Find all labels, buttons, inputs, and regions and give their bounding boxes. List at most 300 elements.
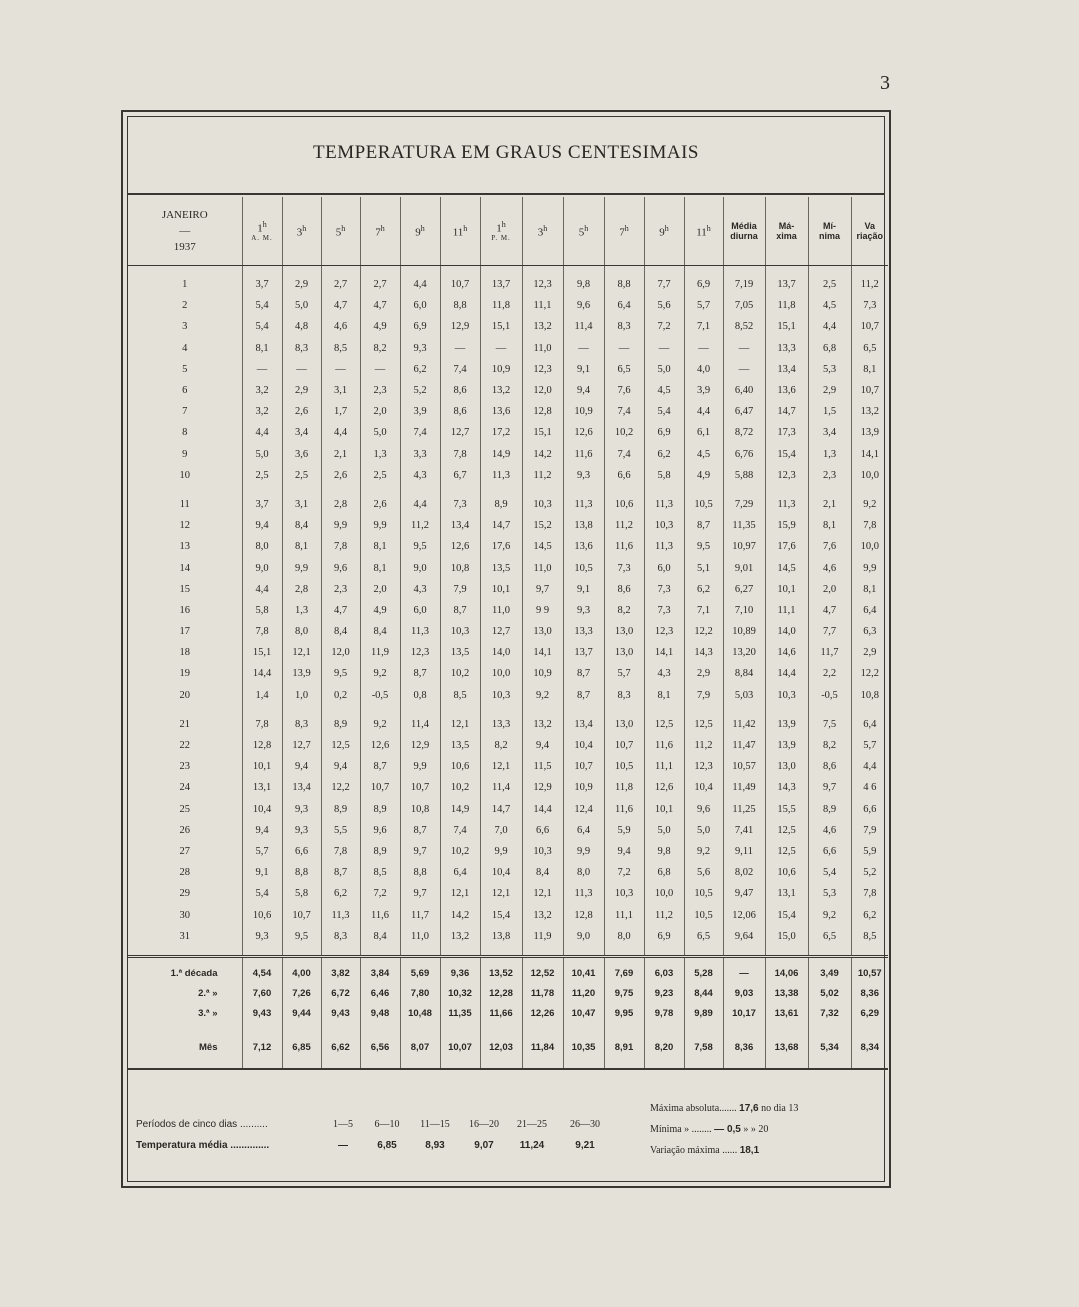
value-cell: 0,8 [400, 685, 440, 706]
value-cell: 17,2 [480, 422, 522, 443]
value-cell: 8,5 [360, 862, 400, 883]
value-cell: 13,9 [851, 422, 888, 443]
value-cell: 14,9 [440, 799, 480, 820]
value-cell: 14,7 [480, 799, 522, 820]
value-cell: 12,5 [765, 841, 808, 862]
summary-value: 8,07 [400, 1024, 440, 1069]
hour-header [282, 197, 321, 266]
value-cell: 11,1 [644, 756, 684, 777]
value-cell: 8,9 [480, 486, 522, 515]
value-cell: 13,7 [563, 642, 604, 663]
value-cell: 5,4 [242, 295, 282, 316]
day-cell: 25 [179, 803, 190, 815]
value-cell: 17,3 [765, 422, 808, 443]
day-cell: 7 [182, 406, 188, 418]
value-cell: 9,3 [400, 338, 440, 359]
value-cell: 13,5 [440, 642, 480, 663]
value-cell: 11,6 [604, 536, 644, 557]
value-cell: 10,6 [440, 756, 480, 777]
value-cell: 6,9 [644, 422, 684, 443]
hour-label: 7 [619, 226, 625, 239]
summary-value: 9,43 [321, 1004, 360, 1024]
value-cell: 11,6 [604, 799, 644, 820]
value-cell: 5,4 [808, 862, 851, 883]
value-cell: 12,06 [723, 904, 765, 925]
value-cell: 10,0 [644, 883, 684, 904]
max-absolute-value: 17,6 [739, 1103, 759, 1114]
value-cell: 4,6 [808, 557, 851, 578]
value-cell: 3,9 [400, 401, 440, 422]
table-row [128, 295, 888, 316]
value-cell: 11,3 [765, 486, 808, 515]
value-cell: 9,6 [684, 799, 723, 820]
value-cell: 9,4 [242, 820, 282, 841]
value-cell: 4,7 [360, 295, 400, 316]
summary-value: 7,60 [242, 984, 282, 1004]
hour-header [360, 197, 400, 266]
page-number: 3 [880, 72, 890, 94]
hour-label: 3 [296, 226, 303, 239]
value-cell: 8,4 [522, 862, 563, 883]
header-maxima [765, 197, 808, 266]
value-cell: 11,42 [723, 706, 765, 735]
value-cell: 12,9 [522, 777, 563, 798]
max-absolute [650, 1103, 798, 1114]
value-cell: 17,6 [765, 536, 808, 557]
value-cell: 9,4 [563, 380, 604, 401]
day-cell: 18 [179, 647, 190, 659]
value-cell: 7,1 [684, 316, 723, 337]
value-cell: 9,3 [563, 600, 604, 621]
value-cell: 5,0 [644, 820, 684, 841]
year-label: 1937 [173, 241, 196, 253]
value-cell: 6,5 [604, 359, 644, 380]
hour-label: 11 [452, 226, 464, 239]
value-cell: 13,0 [765, 756, 808, 777]
value-cell: 9,2 [851, 486, 888, 515]
value-cell: 12,6 [360, 735, 400, 756]
table-row [128, 777, 888, 798]
summary-row [128, 1004, 888, 1024]
summary-row [128, 984, 888, 1004]
value-cell: 11,2 [684, 735, 723, 756]
value-cell: 11,3 [644, 486, 684, 515]
value-cell: — [604, 338, 644, 359]
value-cell: 12,3 [400, 642, 440, 663]
summary-value: 9,48 [360, 1004, 400, 1024]
value-cell: 10,3 [604, 883, 644, 904]
value-cell: 10,1 [242, 756, 282, 777]
value-cell: 8,52 [723, 316, 765, 337]
value-cell: 7,4 [440, 359, 480, 380]
day-cell: 3 [182, 321, 188, 333]
value-cell: 7,19 [723, 266, 765, 296]
value-cell: 14,0 [765, 621, 808, 642]
value-cell: 8,2 [604, 600, 644, 621]
value-cell: 1,4 [242, 685, 282, 706]
value-cell: 11,9 [522, 926, 563, 957]
table-row [128, 316, 888, 337]
hour-header [604, 197, 644, 266]
table-row [128, 883, 888, 904]
value-cell: 13,8 [563, 515, 604, 536]
day-cell: 14 [179, 562, 190, 574]
value-cell: 8,7 [440, 600, 480, 621]
value-cell: 15,0 [765, 926, 808, 957]
value-cell: 3,3 [400, 444, 440, 465]
value-cell: 5,6 [684, 862, 723, 883]
value-cell: 8,4 [282, 515, 321, 536]
day-cell: 23 [179, 761, 190, 773]
value-cell: 9,7 [522, 579, 563, 600]
value-cell: 13,4 [563, 706, 604, 735]
table-row [128, 663, 888, 684]
table-row [128, 401, 888, 422]
value-cell: 9,5 [400, 536, 440, 557]
value-cell: 9,0 [400, 557, 440, 578]
value-cell: 6,6 [522, 820, 563, 841]
value-cell: 8,7 [400, 663, 440, 684]
value-cell: 8,2 [480, 735, 522, 756]
value-cell: 14,1 [851, 444, 888, 465]
value-cell: 4,6 [321, 316, 360, 337]
value-cell: 12,7 [282, 735, 321, 756]
table-row [128, 486, 888, 515]
table-row [128, 515, 888, 536]
value-cell: 9,9 [360, 515, 400, 536]
value-cell: 5,0 [242, 444, 282, 465]
value-cell: 13,2 [440, 926, 480, 957]
value-cell: 8,84 [723, 663, 765, 684]
table-row [128, 266, 888, 296]
hour-suffix: h [420, 223, 425, 233]
value-cell: 10,5 [684, 486, 723, 515]
summary-value: 10,07 [440, 1024, 480, 1069]
value-cell: 4,9 [684, 465, 723, 486]
value-cell: 1,3 [360, 444, 400, 465]
value-cell: 8,5 [851, 926, 888, 957]
value-cell: 11,1 [765, 600, 808, 621]
value-cell: 6,2 [321, 883, 360, 904]
value-cell: — [282, 359, 321, 380]
summary-value: 13,61 [765, 1004, 808, 1024]
value-cell: 1,3 [282, 600, 321, 621]
value-cell: 13,8 [480, 926, 522, 957]
value-cell: 6,9 [644, 926, 684, 957]
table-row [128, 579, 888, 600]
summary-value: 9,95 [604, 1004, 644, 1024]
hour-suffix: h [543, 223, 548, 233]
value-cell: 6,4 [563, 820, 604, 841]
value-cell: 11,6 [360, 904, 400, 925]
min-absolute [650, 1124, 768, 1135]
value-cell: 1,7 [321, 401, 360, 422]
value-cell: 9,9 [282, 557, 321, 578]
value-cell: 2,5 [242, 465, 282, 486]
value-cell: 7,8 [242, 706, 282, 735]
value-cell: 14,5 [522, 536, 563, 557]
hour-header [440, 197, 480, 266]
value-cell: 5,2 [851, 862, 888, 883]
value-cell: 11,0 [400, 926, 440, 957]
summary-value: 9,75 [604, 984, 644, 1004]
summary-value: 6,72 [321, 984, 360, 1004]
min-absolute-label: Mínima » ........ [650, 1124, 712, 1135]
value-cell: 15,1 [765, 316, 808, 337]
variation-max [650, 1145, 759, 1156]
value-cell: 6,6 [282, 841, 321, 862]
value-cell: 10,7 [851, 380, 888, 401]
value-cell: 4,3 [644, 663, 684, 684]
value-cell: 10,2 [440, 663, 480, 684]
summary-value: 13,38 [765, 984, 808, 1004]
value-cell: 12,8 [563, 904, 604, 925]
table-row [128, 642, 888, 663]
value-cell: 14,3 [765, 777, 808, 798]
value-cell: 3,1 [282, 486, 321, 515]
summary-value: 9,44 [282, 1004, 321, 1024]
value-cell: 10,7 [282, 904, 321, 925]
value-cell: 13,2 [480, 380, 522, 401]
value-cell: 7,6 [808, 536, 851, 557]
value-cell: 7,9 [851, 820, 888, 841]
value-cell: 12,6 [563, 422, 604, 443]
value-cell: 7,8 [851, 883, 888, 904]
value-cell: 15,9 [765, 515, 808, 536]
value-cell: 4,7 [321, 600, 360, 621]
value-cell: 13,4 [765, 359, 808, 380]
value-cell: 10,9 [563, 401, 604, 422]
value-cell: 13,6 [765, 380, 808, 401]
value-cell: -0,5 [360, 685, 400, 706]
value-cell: 6,2 [400, 359, 440, 380]
hour-suffix: h [463, 223, 468, 233]
summary-value: 8,34 [851, 1024, 888, 1069]
table-row [128, 536, 888, 557]
value-cell: 5,0 [684, 820, 723, 841]
value-cell: 10,0 [851, 465, 888, 486]
value-cell: 7,6 [604, 380, 644, 401]
value-cell: 15,5 [765, 799, 808, 820]
value-cell: 9,4 [604, 841, 644, 862]
value-cell: 3,2 [242, 401, 282, 422]
value-cell: 11,2 [400, 515, 440, 536]
value-cell: 7,8 [440, 444, 480, 465]
value-cell: 8,72 [723, 422, 765, 443]
value-cell: 14,0 [480, 642, 522, 663]
value-cell: 11,7 [400, 904, 440, 925]
summary-value: 10,41 [563, 956, 604, 984]
value-cell: 8,3 [282, 706, 321, 735]
value-cell: 8,8 [440, 295, 480, 316]
table-row [128, 465, 888, 486]
value-cell: 9,0 [242, 557, 282, 578]
value-cell: 12,9 [440, 316, 480, 337]
summary-value: 6,85 [282, 1024, 321, 1069]
summary-value: 10,57 [851, 956, 888, 984]
summary-value: 8,36 [851, 984, 888, 1004]
value-cell: 4,9 [360, 600, 400, 621]
header-part: Média [731, 221, 757, 231]
value-cell: 4,5 [644, 380, 684, 401]
value-cell: 5,88 [723, 465, 765, 486]
value-cell: 4,4 [321, 422, 360, 443]
value-cell: 9,6 [360, 820, 400, 841]
value-cell: 8,8 [400, 862, 440, 883]
value-cell: 7,9 [684, 685, 723, 706]
value-cell: 10,3 [522, 841, 563, 862]
min-absolute-note: » » 20 [743, 1124, 769, 1135]
value-cell: — [684, 338, 723, 359]
value-cell: 10,9 [522, 663, 563, 684]
hour-label: 11 [696, 226, 707, 239]
value-cell: 8,7 [684, 515, 723, 536]
summary-value: 7,58 [684, 1024, 723, 1069]
value-cell: — [644, 338, 684, 359]
value-cell: -0,5 [808, 685, 851, 706]
table-row [128, 557, 888, 578]
value-cell: 11,1 [604, 904, 644, 925]
value-cell: 14,3 [684, 642, 723, 663]
value-cell: 11,1 [522, 295, 563, 316]
value-cell: 9,4 [242, 515, 282, 536]
value-cell: 4,5 [684, 444, 723, 465]
hour-header [684, 197, 723, 266]
value-cell: 2,2 [808, 663, 851, 684]
value-cell: 10,7 [851, 316, 888, 337]
header-part: riação [856, 231, 884, 241]
value-cell: 14,4 [765, 663, 808, 684]
value-cell: 10,4 [563, 735, 604, 756]
value-cell: 1,0 [282, 685, 321, 706]
value-cell: 7,4 [604, 444, 644, 465]
day-cell: 31 [179, 930, 190, 942]
value-cell: 17,6 [480, 536, 522, 557]
day-cell: 2 [182, 300, 188, 312]
value-cell: 8,3 [604, 685, 644, 706]
value-cell: 15,1 [480, 316, 522, 337]
header-variacao [851, 197, 888, 266]
value-cell: 13,7 [480, 266, 522, 296]
value-cell: 11,25 [723, 799, 765, 820]
month-label: JANEIRO [161, 209, 208, 221]
value-cell: 3,4 [282, 422, 321, 443]
value-cell: 7,7 [808, 621, 851, 642]
value-cell: 12,1 [480, 883, 522, 904]
value-cell: 14,1 [644, 642, 684, 663]
value-cell: 13,5 [440, 735, 480, 756]
value-cell: 2,9 [808, 380, 851, 401]
day-cell: 6 [182, 385, 188, 397]
summary-value: 8,91 [604, 1024, 644, 1069]
day-cell: 21 [179, 718, 190, 730]
value-cell: 10,1 [644, 799, 684, 820]
value-cell: 5,9 [851, 841, 888, 862]
value-cell: 5,0 [360, 422, 400, 443]
value-cell: 8,7 [360, 756, 400, 777]
value-cell: 9,9 [321, 515, 360, 536]
value-cell: 10,6 [604, 486, 644, 515]
value-cell: 10,7 [360, 777, 400, 798]
summary-value: 7,80 [400, 984, 440, 1004]
summary-value: 4,54 [242, 956, 282, 984]
value-cell: 4,9 [360, 316, 400, 337]
value-cell: 9,11 [723, 841, 765, 862]
value-cell: 9,4 [522, 735, 563, 756]
value-cell: 12,8 [242, 735, 282, 756]
value-cell: 9,2 [360, 706, 400, 735]
value-cell: 5,6 [644, 295, 684, 316]
value-cell: 3,2 [242, 380, 282, 401]
table-row [128, 926, 888, 957]
value-cell: 13,1 [242, 777, 282, 798]
value-cell: 9,7 [400, 883, 440, 904]
value-cell: 6,8 [808, 338, 851, 359]
summary-row [128, 1024, 888, 1069]
value-cell: 10,7 [604, 735, 644, 756]
header-media-diurna [723, 197, 765, 266]
value-cell: 6,6 [851, 799, 888, 820]
value-cell: 8,2 [360, 338, 400, 359]
value-cell: 6,6 [604, 465, 644, 486]
value-cell: 7,4 [440, 820, 480, 841]
value-cell: 11,4 [400, 706, 440, 735]
value-cell: 9,1 [563, 579, 604, 600]
summary-value: 12,03 [480, 1024, 522, 1069]
value-cell: 12,5 [765, 820, 808, 841]
value-cell: 9,64 [723, 926, 765, 957]
summary-value: 14,06 [765, 956, 808, 984]
value-cell: 10,5 [563, 557, 604, 578]
value-cell: 9,2 [684, 841, 723, 862]
hour-header [522, 197, 563, 266]
value-cell: 14,2 [522, 444, 563, 465]
value-cell: 13,3 [765, 338, 808, 359]
value-cell: 14,4 [242, 663, 282, 684]
periods-label: Períodos de cinco dias .......... [136, 1119, 268, 1130]
value-cell: 7,5 [808, 706, 851, 735]
value-cell: 8,1 [851, 579, 888, 600]
value-cell: 6,4 [851, 706, 888, 735]
value-cell: — [321, 359, 360, 380]
value-cell: 8,1 [242, 338, 282, 359]
value-cell: 14,9 [480, 444, 522, 465]
value-cell: 13,1 [765, 883, 808, 904]
value-cell: 8,0 [604, 926, 644, 957]
table-frame [121, 110, 891, 1188]
value-cell: 6,9 [684, 266, 723, 296]
hour-suffix: h [706, 223, 711, 233]
value-cell: 11,49 [723, 777, 765, 798]
hour-label: 9 [415, 226, 421, 239]
hour-suffix: h [501, 219, 506, 229]
value-cell: 12,5 [684, 706, 723, 735]
value-cell: 2,0 [808, 579, 851, 600]
value-cell: 9,9 [480, 841, 522, 862]
value-cell: 12,6 [644, 777, 684, 798]
value-cell: 11,2 [604, 515, 644, 536]
day-cell: 1 [182, 279, 188, 291]
value-cell: 8,1 [808, 515, 851, 536]
day-cell: 11 [179, 498, 190, 510]
value-cell: 5,4 [644, 401, 684, 422]
period-3: 11—15 [420, 1119, 450, 1130]
value-cell: 9,8 [563, 266, 604, 296]
value-cell: 4 6 [851, 777, 888, 798]
value-cell: 10,4 [480, 862, 522, 883]
value-cell: 13,4 [282, 777, 321, 798]
day-cell: 15 [179, 583, 190, 595]
